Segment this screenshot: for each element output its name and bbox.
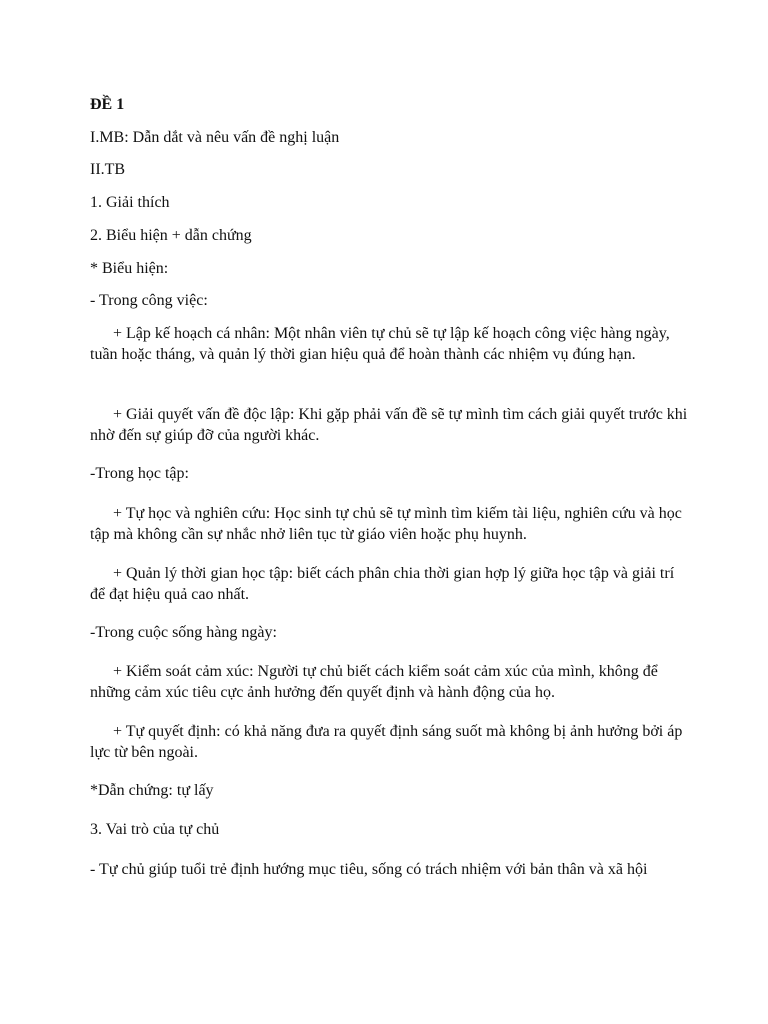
role-item: - Tự chủ giúp tuổi trẻ định hướng mục tiêu, sống có trách nhiệm với bản thân và xã hội xyxy=(90,861,648,878)
manifestation-label: * Biểu hiện: xyxy=(90,260,169,277)
life-heading: -Trong cuộc sống hàng ngày: xyxy=(90,624,277,641)
document-title: ĐỀ 1 xyxy=(90,96,125,113)
section-manifestation: 2. Biểu hiện + dẫn chứng xyxy=(90,227,252,244)
section-role: 3. Vai trò của tự chủ xyxy=(90,821,220,838)
life-item-emotion-control: + Kiểm soát cảm xúc: Người tự chủ biết cách kiểm soát cảm xúc của mình, không để những cảm xúc tiêu cực ảnh hưởng đến quyết định và hành động của họ. xyxy=(90,663,658,701)
work-item-problem-solving: + Giải quyết vấn đề độc lập: Khi gặp phải vấn đề sẽ tự mình tìm cách giải quyết trước khi nhờ đến sự giúp đỡ của người khác. xyxy=(90,406,688,444)
study-item-self-learning: + Tự học và nghiên cứu: Học sinh tự chủ sẽ tự mình tìm kiếm tài liệu, nghiên cứu và học tập mà không cần sự nhắc nhở liên tục từ giáo viên hoặc phụ huynh. xyxy=(90,505,682,543)
study-item-time-management: + Quản lý thời gian học tập: biết cách phân chia thời gian hợp lý giữa học tập và giải trí để đạt hiệu quả cao nhất. xyxy=(90,565,675,603)
intro-line: I.MB: Dẫn dắt và nêu vấn đề nghị luận xyxy=(90,129,340,146)
study-heading: -Trong học tập: xyxy=(90,465,189,482)
section-explanation: 1. Giải thích xyxy=(90,194,170,211)
body-heading: II.TB xyxy=(90,161,126,178)
evidence-line: *Dẫn chứng: tự lấy xyxy=(90,782,214,799)
work-item-planning: + Lập kế hoạch cá nhân: Một nhân viên tự chủ sẽ tự lập kế hoạch công việc hàng ngày, tuần hoặc tháng, và quản lý thời gian hiệu quả để hoàn thành các nhiệm vụ đúng hạn. xyxy=(90,325,670,363)
work-heading: - Trong công việc: xyxy=(90,292,208,309)
life-item-decision: + Tự quyết định: có khả năng đưa ra quyết định sáng suốt mà không bị ảnh hưởng bởi áp lực từ bên ngoài. xyxy=(90,723,683,761)
